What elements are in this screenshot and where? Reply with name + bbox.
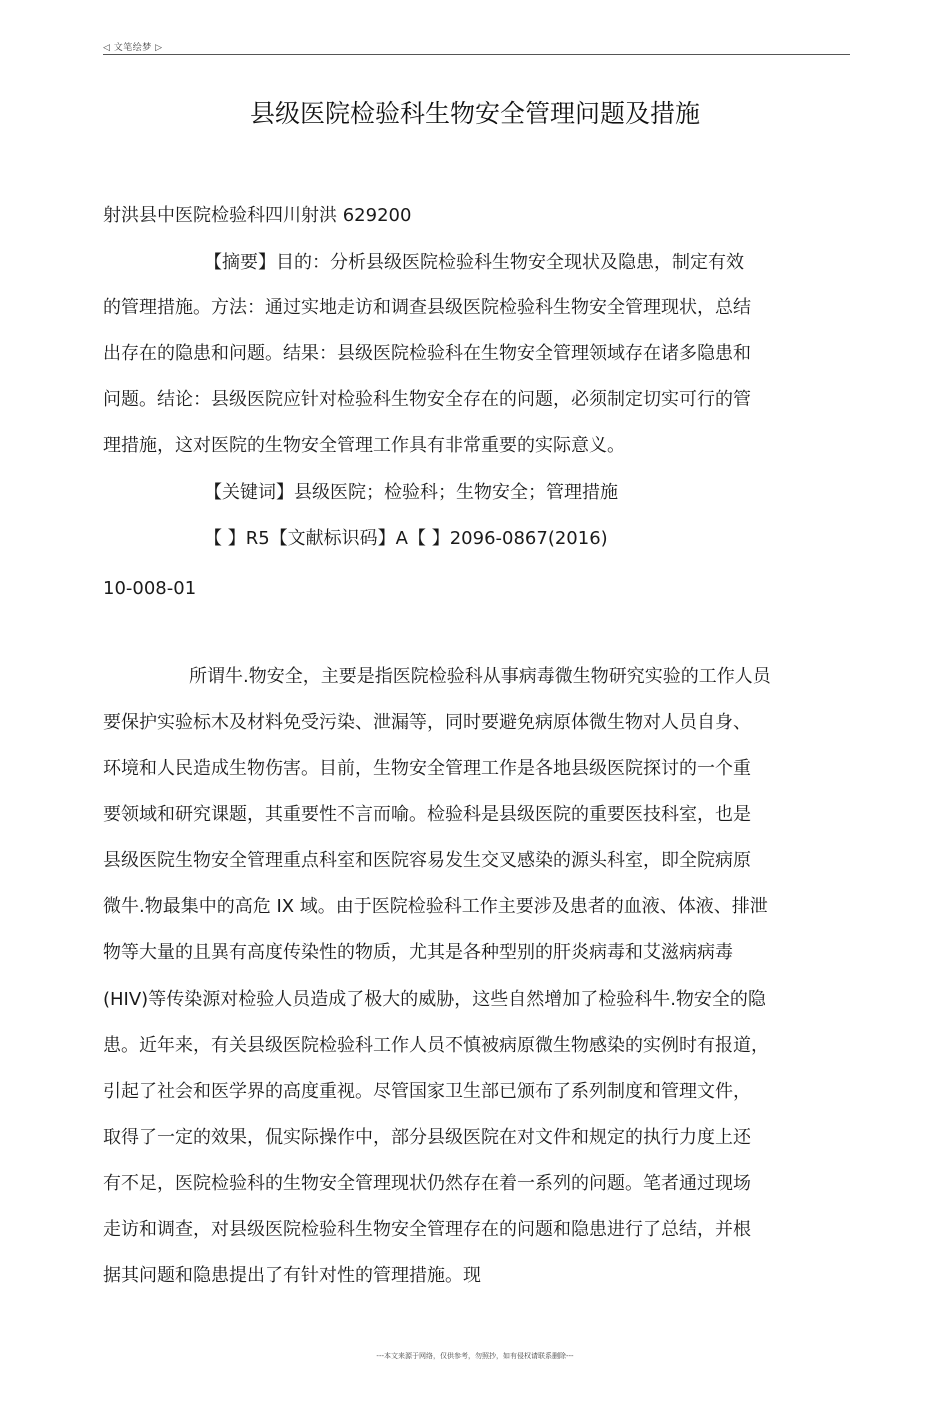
abstract-line: 的管理措施。方法：通过实地走访和调查县级医院检验科生物安全管理现状，总结 bbox=[103, 297, 751, 318]
abstract-line: 出存在的隐患和问题。结果：县级医院检验科在生物安全管理领域存在诸多隐患和 bbox=[103, 343, 751, 364]
classification: 【 】R5【文献标识码】A【 】2096-0867(2016) bbox=[204, 528, 608, 549]
body-line: 要保护实验标木及材料免受污染、泄漏等，同时要避免病原体微生物对人员自身、 bbox=[103, 712, 751, 733]
keywords: 【关键词】县级医院；检验科；生物安全；管理措施 bbox=[204, 482, 618, 503]
header-rule bbox=[103, 54, 850, 55]
body-line: 要领域和研究课题，其重要性不言而喻。检验科是县级医院的重要医技科室，也是 bbox=[103, 804, 751, 825]
body-line: 走访和调查，对县级医院检验科生物安全管理存在的问题和隐患进行了总结，并根 bbox=[103, 1219, 751, 1240]
body-line: 物等大量的且異有高度传染性的物质，尤其是各种型别的肝炎病毒和艾滋病病毒 bbox=[103, 942, 733, 963]
abstract-line: 问题。结论：县级医院应针对检验科生物安全存在的问题，必须制定切实可行的管 bbox=[103, 389, 751, 410]
body-line: 县级医院生物安全管理重点科室和医院容易发生交叉感染的源头科室，即全院病原 bbox=[103, 850, 751, 871]
body-line: 有不足，医院检验科的生物安全管理现状仍然存在着一系列的问题。笔者通过现场 bbox=[103, 1173, 751, 1194]
abstract-line: 理措施，这对医院的生物安全管理工作具有非常重要的实际意义。 bbox=[103, 435, 625, 456]
footer-disclaimer: ---本文来源于网络，仅供参考，勿照抄，如有侵权请联系删除--- bbox=[376, 1352, 574, 1360]
affiliation: 射洪县中医院检验科四川射洪 629200 bbox=[103, 205, 412, 226]
body-line: 取得了一定的效果，侃实际操作中，部分县级医院在对文件和规定的执行力度上还 bbox=[103, 1127, 751, 1148]
body-line: 据其问题和隐患提出了有针对性的管理措施。现 bbox=[103, 1265, 481, 1286]
body-line: 环境和人民造成生物伤害。目前，生物安全管理工作是各地县级医院探讨的一个重 bbox=[103, 758, 751, 779]
document-title: 县级医院检验科生物安全管理问题及措施 bbox=[249, 99, 700, 128]
body-line: 微牛.物最集中的高危 IX 域。由于医院检验科工作主要涉及患者的血液、体液、排泄 bbox=[103, 896, 768, 917]
body-line: 所谓牛.物安全，主要是指医院检验科从事病毒微生物研究实验的工作人员 bbox=[189, 666, 771, 687]
body-line: (HIV)等传染源对检验人员造成了极大的威胁，这些自然增加了检验科牛.物安全的隐 bbox=[103, 989, 766, 1010]
issue-number: 10-008-01 bbox=[103, 578, 197, 599]
abstract-line: 【摘要】目的：分析县级医院检验科生物安全现状及隐患，制定有效 bbox=[204, 252, 744, 273]
running-header: ◁ 文笔绘梦 ▷ bbox=[103, 43, 163, 53]
body-line: 引起了社会和医学界的高度重视。尽管国家卫生部已颁布了系列制度和管理文件， bbox=[103, 1081, 751, 1102]
body-line: 患。近年来，有关县级医院检验科工作人员不慎被病原微生物感染的实例时有报道， bbox=[103, 1035, 769, 1056]
